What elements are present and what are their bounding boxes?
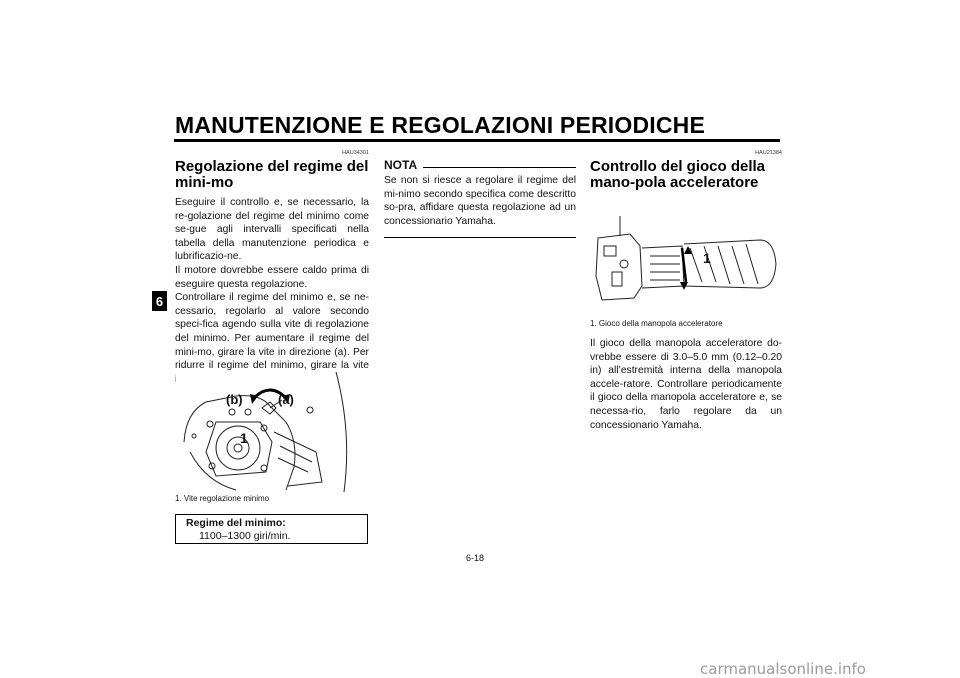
spec-title: Regime del minimo: xyxy=(186,517,286,529)
figure-caption: 1. Vite regolazione minimo xyxy=(175,494,270,503)
paragraph: Eseguire il controllo e, se necessario, la re-golazione del regime del minimo come se-gue agli intervalli specificati nella tabella della manutenzione periodica e lubrificazio-ne. xyxy=(175,197,369,263)
engine-drawing xyxy=(176,372,368,492)
direction-b-label: (b) xyxy=(226,392,243,407)
section-heading: Regolazione del regime del mini-mo xyxy=(175,158,369,191)
direction-a-label: (a) xyxy=(278,392,294,407)
section-code: HAU21384 xyxy=(755,150,782,156)
throttle-grip-illustration xyxy=(590,216,782,312)
nota-header xyxy=(384,158,576,172)
throttle-section xyxy=(590,150,782,191)
callout-1-label: 1 xyxy=(240,430,248,446)
nota-text: Se non si riesce a regolare il regime del mi-nimo secondo specifica come descritto so-pra, affidare questa regolazione ad un concessionario Yamaha. xyxy=(384,175,576,227)
figure-caption: 1. Gioco della manopola acceleratore xyxy=(590,319,723,328)
page-number: 6-18 xyxy=(466,553,485,563)
spec-box xyxy=(175,514,368,544)
section-heading: Controllo del gioco della mano-pola acceleratore xyxy=(590,158,766,191)
nota-rule xyxy=(423,167,576,168)
spec-value: 1100–1300 giri/min. xyxy=(199,530,291,542)
callout-1-label: 1 xyxy=(703,250,711,266)
nota-title: NOTA xyxy=(384,158,418,172)
header-rule xyxy=(174,139,780,142)
watermark: carmanualsonline.info xyxy=(700,660,866,678)
idle-speed-section xyxy=(175,150,369,386)
idle-screw-illustration xyxy=(176,372,368,492)
nota-section xyxy=(384,158,576,238)
paragraph: Il motore dovrebbe essere caldo prima di eseguire questa regolazione. xyxy=(175,264,369,290)
paragraph: Il gioco della manopola acceleratore do-vrebbe essere di 3.0–5.0 mm (0.12–0.20 in) all’estremità interna della manopola accele-ratore. Controllare periodicamente il gioco della manopola acceleratore e, se necessa-rio, farlo regolare da un concessionario Yamaha. xyxy=(590,338,782,431)
paragraph: Controllare il regime del minimo e, se ne-cessario, regolarlo al valore secondo speci-fica agendo sulla vite di regolazione del minimo. Per aumentare il regime del mini-mo, girare la vite in direzione (a). Per ridurre il regime del minimo, girare la vite xyxy=(175,292,369,372)
throttle-drawing xyxy=(590,216,782,312)
section-code: HAU34301 xyxy=(342,150,369,156)
page-title: MANUTENZIONE E REGOLAZIONI PERIODICHE xyxy=(175,112,706,138)
section-tab: 6 xyxy=(152,291,167,311)
nota-end-rule xyxy=(384,237,576,238)
